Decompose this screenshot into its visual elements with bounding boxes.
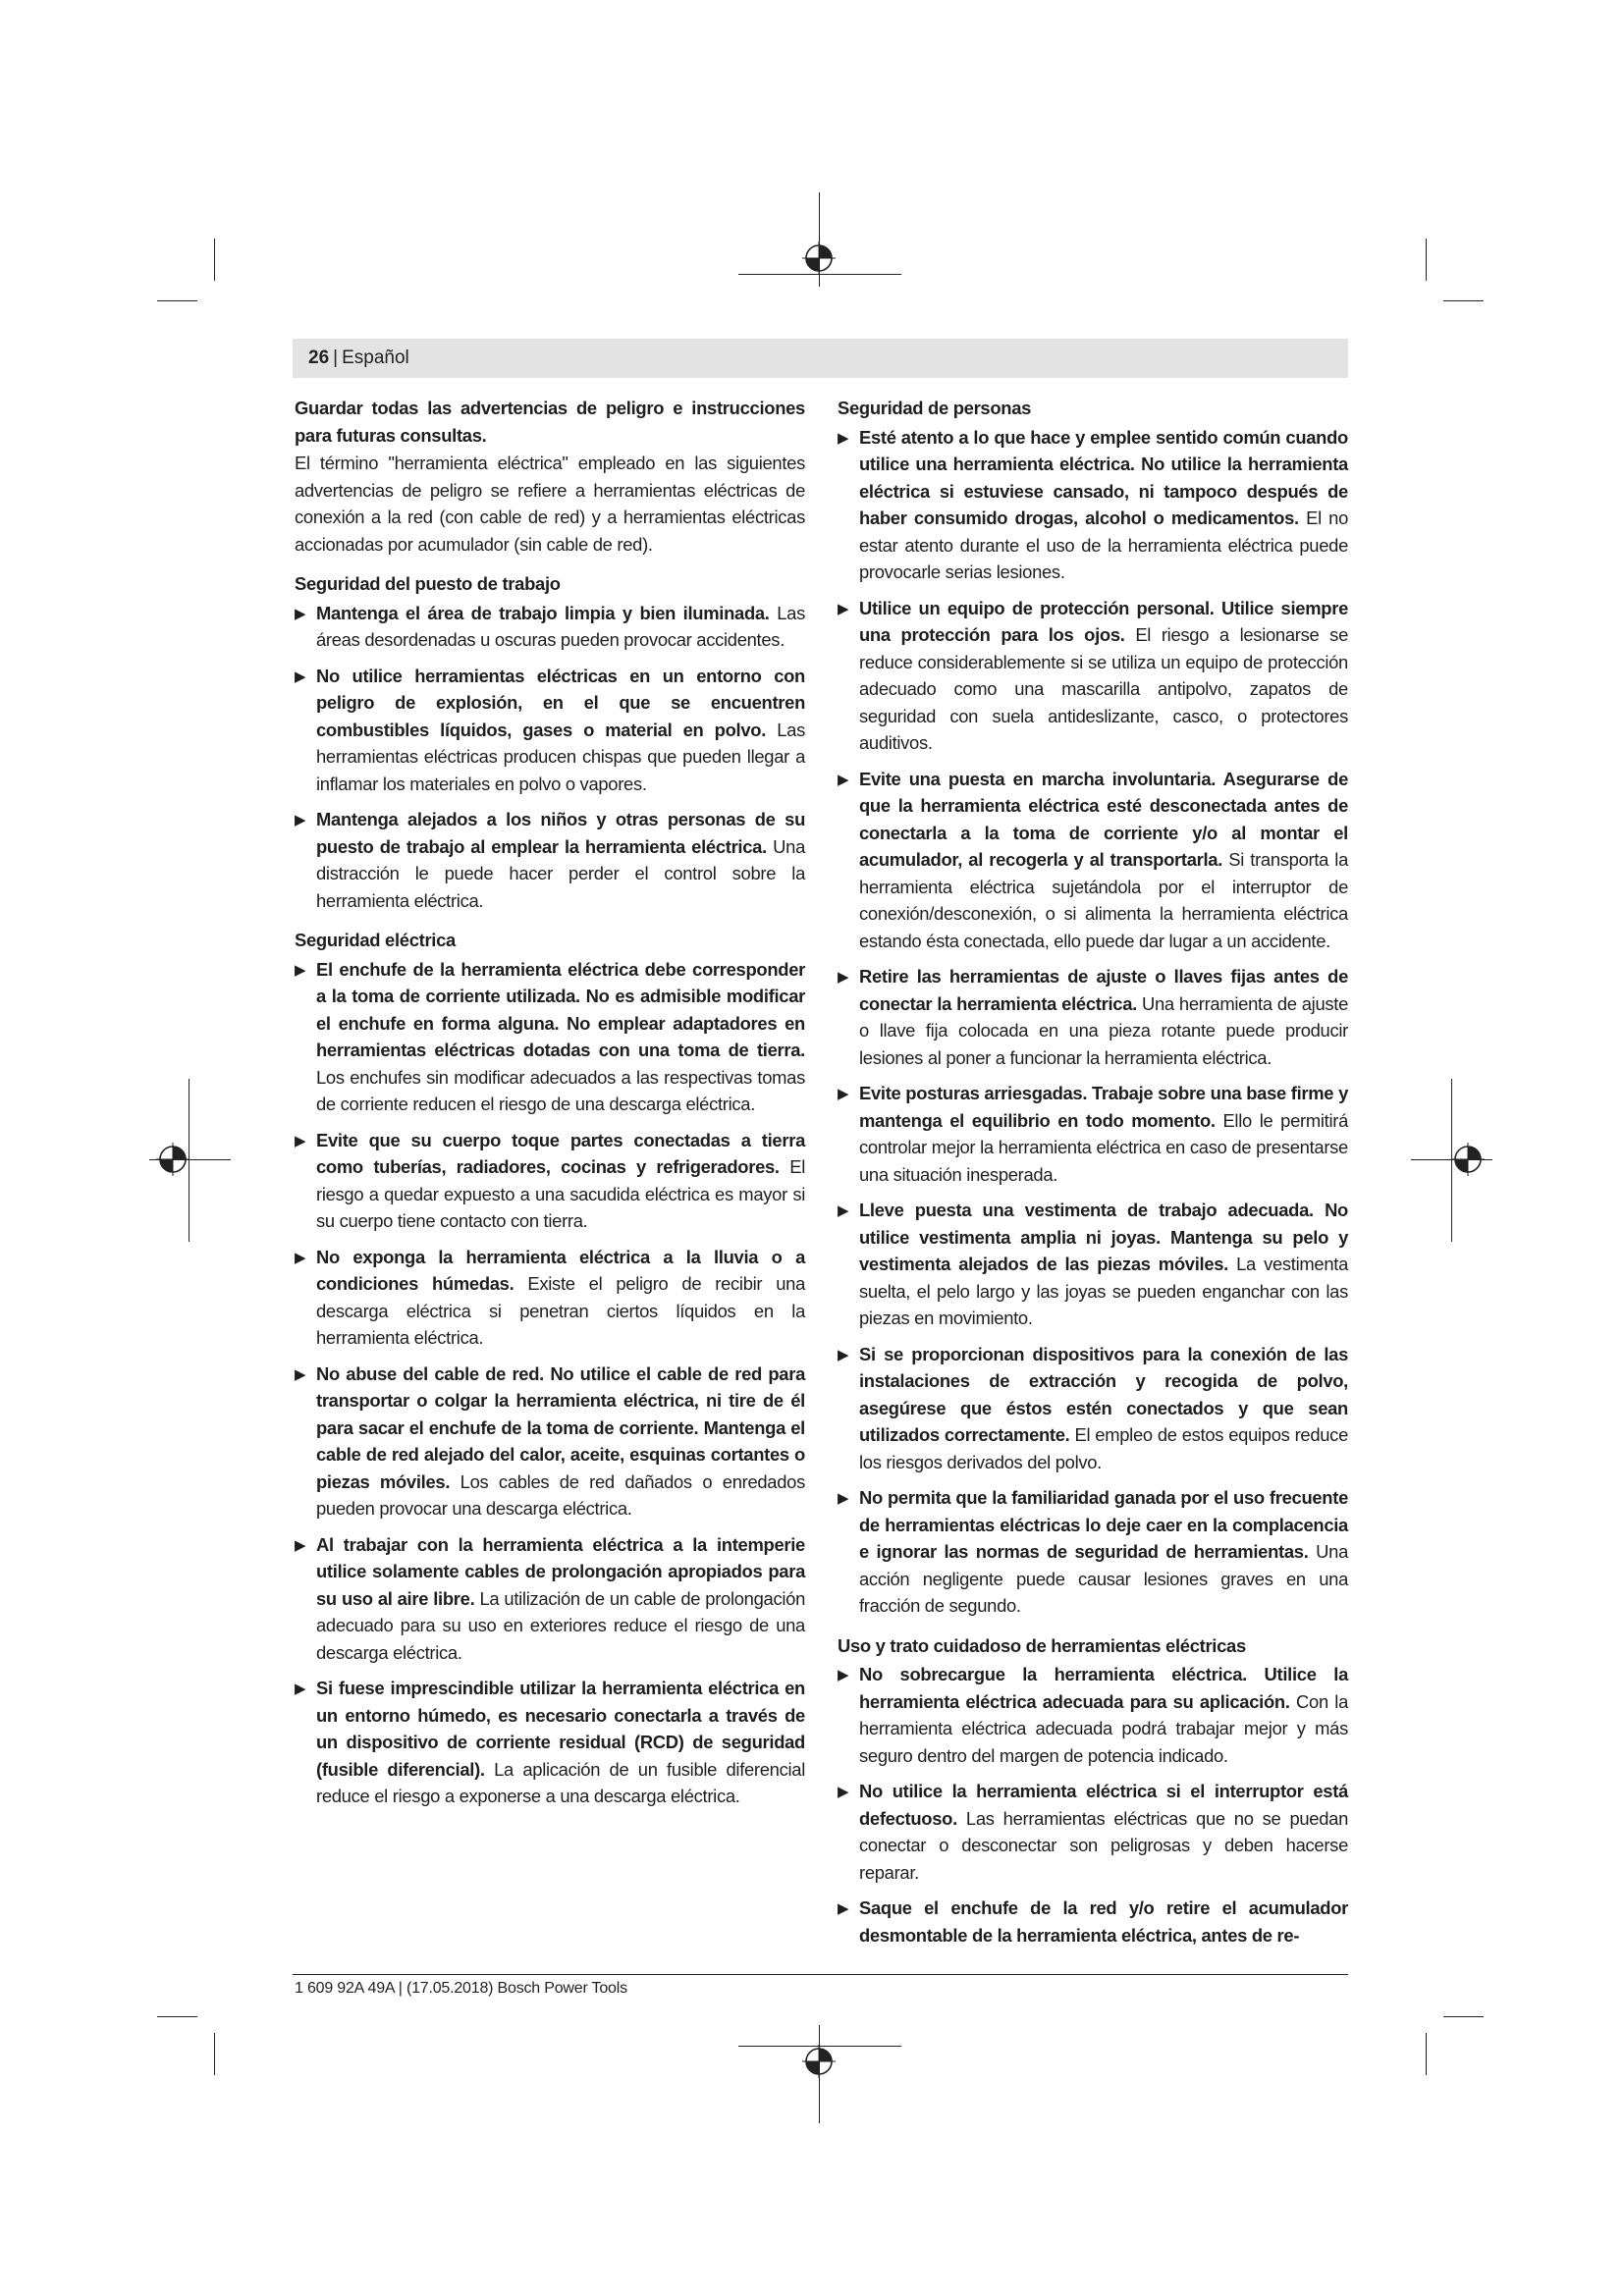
registration-target-icon — [156, 1143, 189, 1176]
list-item — [838, 1080, 1348, 1188]
list-item — [838, 595, 1348, 757]
registration-target-icon — [802, 2045, 836, 2078]
bullet-text: Si transporta la herramienta eléctrica sujetándola por el interruptor de conexión/desconexión, o si alimenta la herramienta eléctrica estando ésta conectada, ello puede dar lugar a un accidente. — [859, 849, 1349, 951]
bullet-text: La utilización de un cable de prolongación adecuado para su uso en exteriores reduce el riesgo de una descarga eléctrica. — [316, 1587, 805, 1663]
crop-mark-tl-v — [214, 239, 215, 281]
header-separator: | — [333, 347, 339, 368]
personal-heading: Seguridad de personas — [838, 398, 1032, 418]
bullet-text: Las herramientas eléctricas que no se puedan conectar o desconectar son peligrosas y deben hacerse reparar. — [859, 1807, 1349, 1883]
intro-text: El término "herramienta eléctrica" empleado en las siguientes advertencias de peligro se refiere a herramientas eléctricas de conexión a la red (con cable de red) y a herramientas eléctricas accionadas por acumulador (sin cable de red). — [295, 453, 805, 555]
crop-mark-bl-h — [157, 2016, 197, 2017]
list-item — [838, 963, 1348, 1071]
bullet-text: El no estar atento durante el uso de la herramienta eléctrica puede provocarle serias lesiones. — [859, 507, 1349, 582]
bullet-bold: Evite que su cuerpo toque partes conectadas a tierra como tuberías, radiadores, cocinas y refrigeradores. — [316, 1129, 805, 1177]
bullet-bold: Al trabajar con la herramienta eléctrica a la intemperie utilice solamente cables de prolongación apropiados para su uso al aire libre. — [316, 1533, 805, 1609]
bullet-bold: Evite posturas arriesgadas. Trabaje sobre una base firme y mantenga el equilibrio en todo momento. — [859, 1083, 1348, 1131]
bullet-text: Ello le permitirá controlar mejor la herramienta eléctrica en caso de presentarse una situación inesperada. — [859, 1109, 1348, 1185]
crop-mark-br-v — [1426, 2033, 1427, 2075]
list-item — [838, 1197, 1348, 1332]
bullet-text: Los enchufes sin modificar adecuados a las respectivas tomas de corriente reducen el riesgo de una descarga eléctrica. — [316, 1066, 805, 1114]
list-item — [838, 1484, 1348, 1620]
bullet-text: La vestimenta suelta, el pelo largo y las joyas se pueden enganchar con las piezas en movimiento. — [859, 1254, 1349, 1328]
list-item — [838, 1661, 1348, 1769]
intro-heading: Guardar todas las advertencias de peligro e instrucciones para futuras consultas. — [295, 398, 805, 446]
list-item — [295, 663, 805, 798]
page-header — [293, 339, 1348, 378]
registration-target-icon — [802, 241, 836, 275]
bullet-bold: No exponga la herramienta eléctrica a la lluvia o a condiciones húmedas. — [316, 1246, 805, 1294]
bullet-text: El riesgo a lesionarse se reduce considerablemente si se utiliza un equipo de protección adecuado como una mascarilla antipolvo, zapatos de seguridad con suela antideslizante, casco, o protectores auditivos. — [859, 624, 1349, 753]
bullet-bold: El enchufe de la herramienta eléctrica debe corresponder a la toma de corriente utilizada. No es admisible modificar el enchufe en forma alguna. No emplear adaptadores en herramientas eléctricas dotadas con una toma de tierra. — [316, 958, 805, 1060]
bullet-bold: Esté atento a lo que hace y emplee sentido común cuando utilice una herramienta eléctrica. No utilice la herramienta eléctrica si estuviese cansado, ni tampoco después de haber consumido drogas, alcohol o medicamentos. — [859, 426, 1348, 528]
work-area-heading: Seguridad del puesto de trabajo — [295, 573, 561, 594]
bullet-text: Con la herramienta eléctrica adecuada podrá trabajar mejor y más seguro dentro del margen de potencia indicado. — [859, 1690, 1348, 1766]
crop-mark-bl-v — [214, 2033, 215, 2075]
bullet-bold: Utilice un equipo de protección personal. Utilice siempre una protección para los ojos. — [859, 597, 1348, 645]
bullet-bold: No permita que la familiaridad ganada por el uso frecuente de herramientas eléctricas lo deje caer en la complacencia e ignorar las normas de seguridad de herramientas. — [859, 1487, 1348, 1562]
bullet-bold: No abuse del cable de red. No utilice el cable de red para transportar o colgar la herramienta eléctrica, ni tire de él para sacar el enchufe de la toma de corriente. Mantenga el cable de red alejado del calor, aceite, esquinas cortantes o piezas móviles. — [316, 1362, 805, 1492]
crop-mark-tl-h — [157, 300, 197, 301]
crop-mark-tr-h — [1443, 300, 1484, 301]
electrical-heading: Seguridad eléctrica — [295, 930, 456, 950]
list-item — [838, 1778, 1348, 1886]
bullet-text: El empleo de estos equipos reduce los riesgos derivados del polvo. — [859, 1424, 1348, 1472]
list-item — [838, 1895, 1348, 1949]
list-item — [838, 424, 1348, 586]
list-item — [295, 1244, 805, 1352]
bullet-bold: No sobrecargue la herramienta eléctrica. Utilice la herramienta eléctrica adecuada para su aplicación. — [859, 1664, 1348, 1712]
bullet-text: Las áreas desordenadas u oscuras pueden provocar accidentes. — [316, 602, 806, 650]
bullet-bold: Evite una puesta en marcha involuntaria. Asegurarse de que la herramienta eléctrica esté desconectada antes de conectarla a la toma de corriente y/o al montar el acumulador, al recogerla y al transportarla. — [859, 768, 1348, 870]
bullet-bold: Retire las herramientas de ajuste o llaves fijas antes de conectar la herramienta eléctrica. — [859, 966, 1348, 1014]
bullet-bold: Lleve puesta una vestimenta de trabajo adecuada. No utilice vestimenta amplia ni joyas. Mantenga su pelo y vestimenta alejados de las piezas móviles. — [859, 1200, 1348, 1274]
bullet-text: Una distracción le puede hacer perder el control sobre la herramienta eléctrica. — [316, 835, 805, 911]
bullet-text: El riesgo a quedar expuesto a una sacudida eléctrica es mayor si su cuerpo tiene contacto con tierra. — [316, 1156, 805, 1231]
page-number: 26 — [308, 347, 330, 368]
list-item — [295, 1127, 805, 1235]
bullet-text: Las herramientas eléctricas producen chispas que pueden llegar a inflamar los materiales en polvo o vapores. — [316, 719, 805, 794]
bullet-text: Una herramienta de ajuste o llave fija colocada en una pieza rotante puede producir lesiones al poner a funcionar la herramienta eléctrica. — [859, 992, 1349, 1068]
bullet-text: Los cables de red dañados o enredados pueden provocar una descarga eléctrica. — [316, 1470, 805, 1519]
list-item — [295, 600, 805, 654]
bullet-bold: Mantenga el área de trabajo limpia y bien iluminada. — [316, 602, 770, 623]
registration-target-icon — [1451, 1143, 1485, 1176]
right-column — [838, 395, 1348, 1957]
list-item — [838, 766, 1348, 955]
tool-use-heading: Uso y trato cuidadoso de herramientas eléctricas — [838, 1634, 1246, 1656]
crop-mark-br-h — [1443, 2016, 1484, 2017]
list-item — [295, 1531, 805, 1667]
list-item — [838, 1341, 1348, 1476]
bullet-bold: Mantenga alejados a los niños y otras personas de su puesto de trabajo al emplear la herramienta eléctrica. — [316, 809, 805, 857]
bullet-text: Existe el peligro de recibir una descarga eléctrica si penetran ciertos líquidos en la herramienta eléctrica. — [316, 1273, 805, 1348]
bullet-text: Una acción negligente puede causar lesiones graves en una fracción de segundo. — [859, 1541, 1348, 1616]
bullet-text: La aplicación de un fusible diferencial reduce el riesgo a exponerse a una descarga eléctrica. — [316, 1758, 806, 1806]
crop-mark-tr-v — [1426, 239, 1427, 281]
list-item — [295, 1675, 805, 1810]
list-item — [295, 956, 805, 1118]
header-language: Español — [342, 347, 409, 368]
bullet-bold: Saque el enchufe de la red y/o retire el acumulador desmontable de la herramienta eléctrica, antes de re- — [859, 1897, 1348, 1946]
left-column — [295, 395, 805, 1819]
bullet-bold: No utilice herramientas eléctricas en un entorno con peligro de explosión, en el que se encuentren combustibles líquidos, gases o material en polvo. — [316, 665, 805, 740]
page-footer: 1 609 92A 49A | (17.05.2018) Bosch Power Tools — [295, 1980, 627, 1997]
bullet-bold: Si fuese imprescindible utilizar la herramienta eléctrica en un entorno húmedo, es necesario conectarla a través de un dispositivo de corriente residual (RCD) de seguridad (fusible diferencial). — [316, 1678, 805, 1780]
footer-divider — [293, 1974, 1348, 1975]
list-item — [295, 806, 805, 914]
bullet-bold: Si se proporcionan dispositivos para la conexión de las instalaciones de extracción y recogida de polvo, asegúrese que éstos estén conectados y que sean utilizados correctamente. — [859, 1343, 1348, 1445]
list-item — [295, 1361, 805, 1522]
bullet-bold: No utilice la herramienta eléctrica si el interruptor está defectuoso. — [859, 1781, 1348, 1829]
